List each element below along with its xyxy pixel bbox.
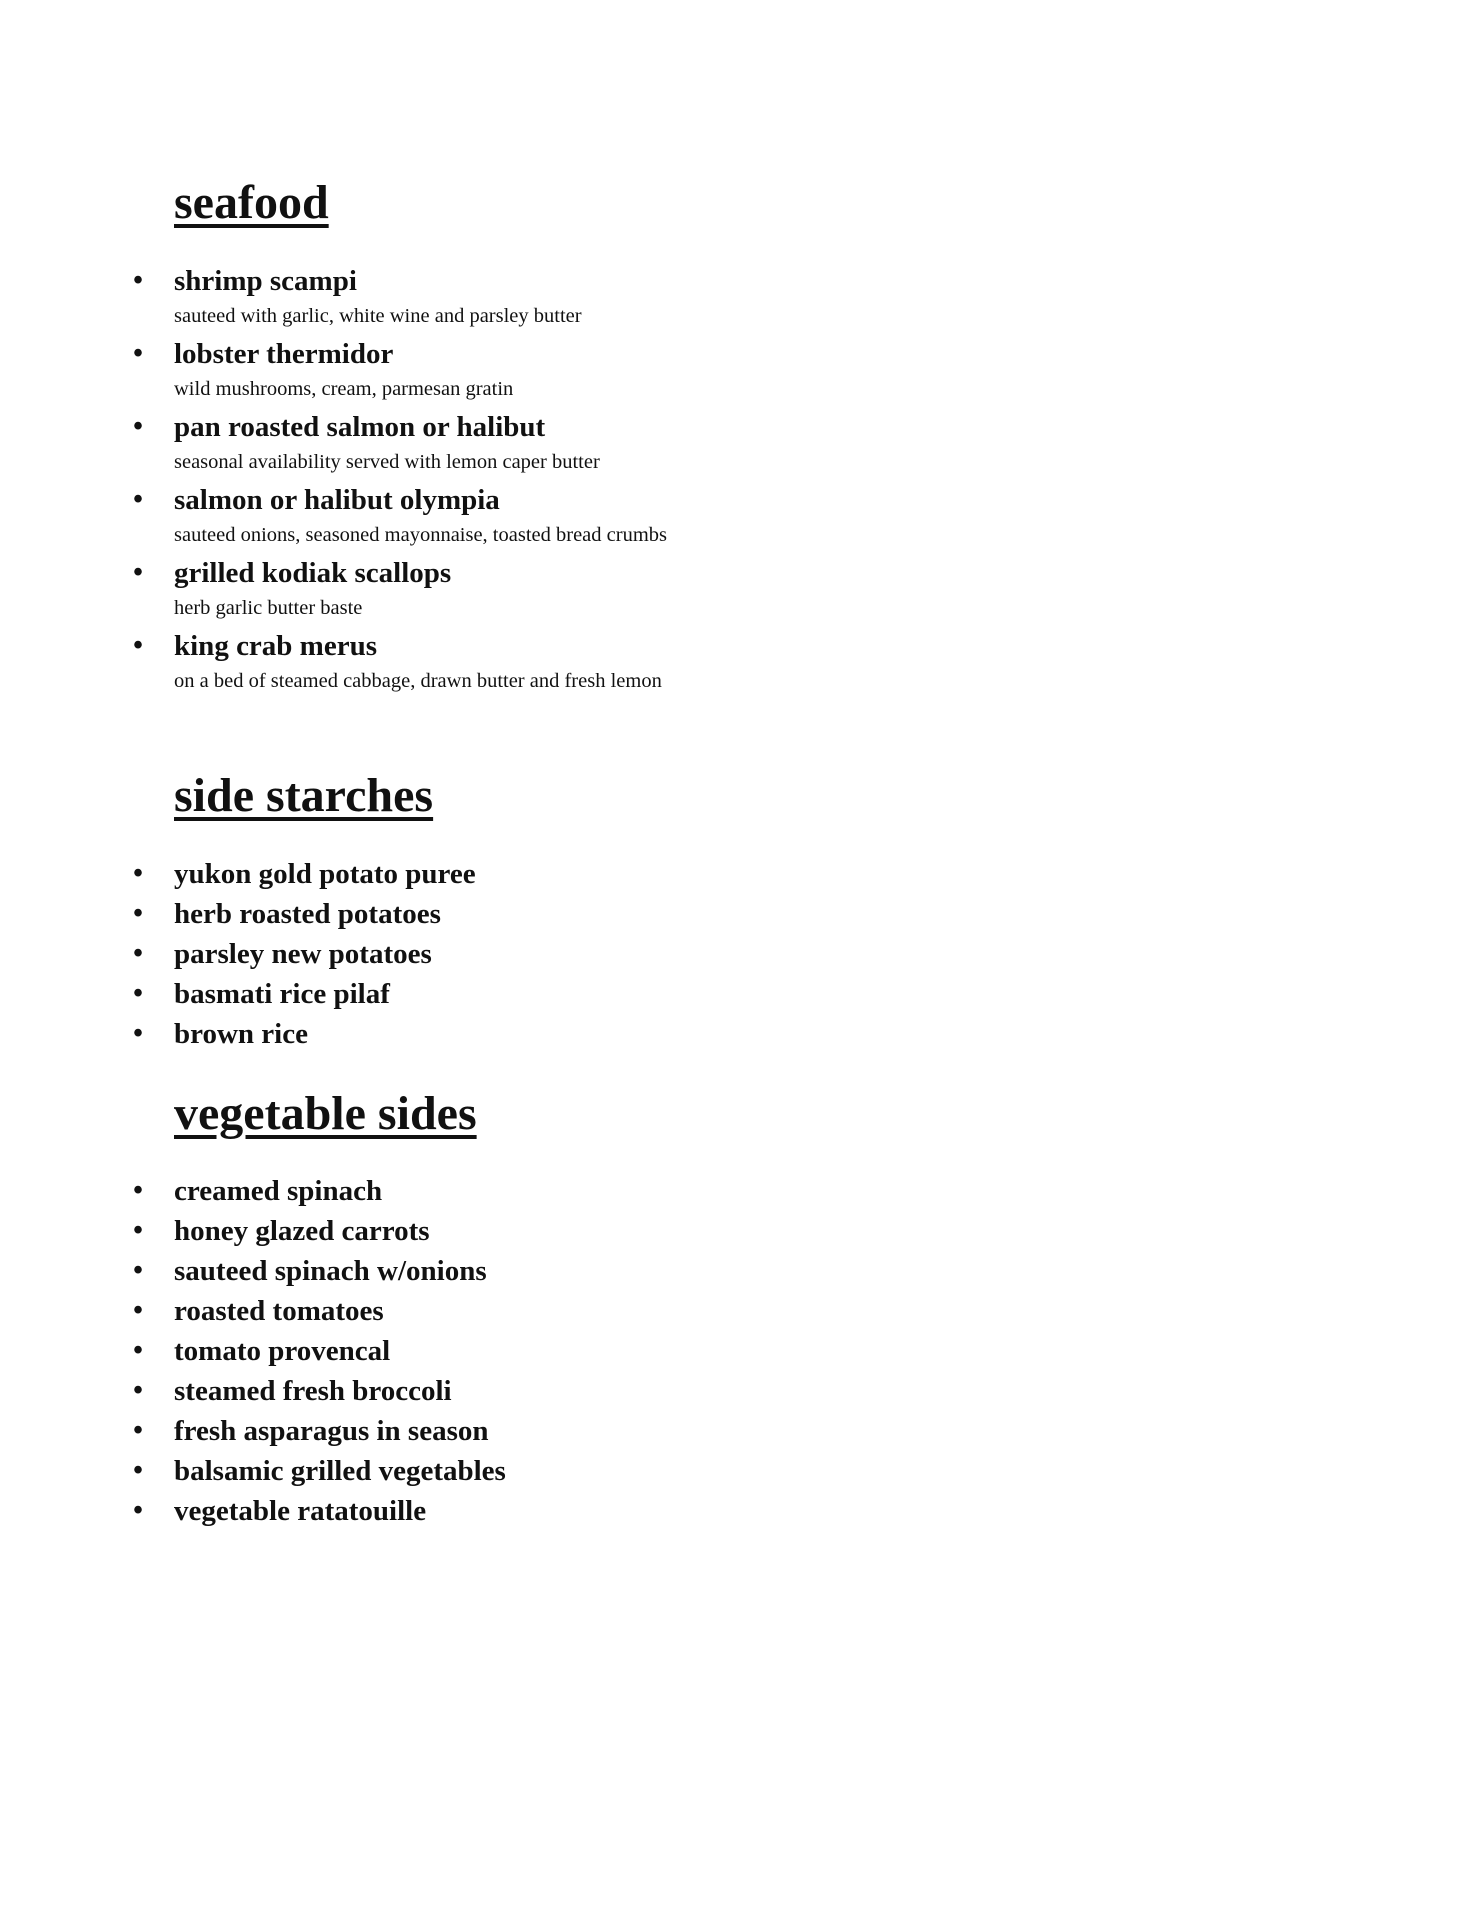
menu-item-name: brown rice	[174, 1018, 308, 1050]
bullet-icon: •	[133, 1415, 143, 1446]
menu-item-name: shrimp scampi	[174, 265, 357, 297]
bullet-icon: •	[133, 1215, 143, 1246]
menu-item-name: sauteed spinach w/onions	[174, 1255, 487, 1287]
menu-item-name: pan roasted salmon or halibut	[174, 411, 546, 443]
menu-item-name: balsamic grilled vegetables	[174, 1455, 506, 1487]
menu-item-description: wild mushrooms, cream, parmesan gratin	[174, 378, 514, 400]
menu-item-name: honey glazed carrots	[174, 1215, 430, 1247]
menu-item-name: creamed spinach	[174, 1175, 383, 1207]
menu-item-name: salmon or halibut olympia	[174, 484, 500, 516]
bullet-icon: •	[133, 484, 143, 515]
menu-item-name: basmati rice pilaf	[174, 978, 390, 1010]
section-heading-side-starches: side starches	[174, 769, 434, 822]
menu-item-name: tomato provencal	[174, 1335, 391, 1367]
menu-item-name: king crab merus	[174, 630, 377, 662]
menu-item-name: vegetable ratatouille	[174, 1495, 427, 1527]
bullet-icon: •	[133, 1175, 143, 1206]
bullet-icon: •	[133, 630, 143, 661]
menu-item-name: parsley new potatoes	[174, 938, 432, 970]
section-heading-vegetable-sides: vegetable sides	[174, 1087, 477, 1140]
bullet-icon: •	[133, 338, 143, 369]
bullet-icon: •	[133, 1495, 143, 1526]
menu-item-description: on a bed of steamed cabbage, drawn butter and fresh lemon	[174, 670, 662, 692]
menu-item-name: fresh asparagus in season	[174, 1415, 489, 1447]
bullet-icon: •	[133, 1455, 143, 1486]
bullet-icon: •	[133, 978, 143, 1009]
menu-item-name: herb roasted potatoes	[174, 898, 441, 930]
bullet-icon: •	[133, 1335, 143, 1366]
bullet-icon: •	[133, 1295, 143, 1326]
menu-item-name: yukon gold potato puree	[174, 858, 476, 890]
menu-item-description: seasonal availability served with lemon caper butter	[174, 451, 600, 473]
menu-item-name: grilled kodiak scallops	[174, 557, 452, 589]
bullet-icon: •	[133, 1255, 143, 1286]
menu-item-name: roasted tomatoes	[174, 1295, 384, 1327]
bullet-icon: •	[133, 1375, 143, 1406]
section-heading-seafood: seafood	[174, 176, 329, 229]
menu-item-description: sauteed with garlic, white wine and parsley butter	[174, 305, 582, 327]
menu-item-name: lobster thermidor	[174, 338, 394, 370]
bullet-icon: •	[133, 265, 143, 296]
bullet-icon: •	[133, 411, 143, 442]
bullet-icon: •	[133, 898, 143, 929]
bullet-icon: •	[133, 858, 143, 889]
bullet-icon: •	[133, 1018, 143, 1049]
menu-item-description: herb garlic butter baste	[174, 597, 363, 619]
menu-item-name: steamed fresh broccoli	[174, 1375, 452, 1407]
menu-item-description: sauteed onions, seasoned mayonnaise, toasted bread crumbs	[174, 524, 668, 546]
bullet-icon: •	[133, 938, 143, 969]
bullet-icon: •	[133, 557, 143, 588]
